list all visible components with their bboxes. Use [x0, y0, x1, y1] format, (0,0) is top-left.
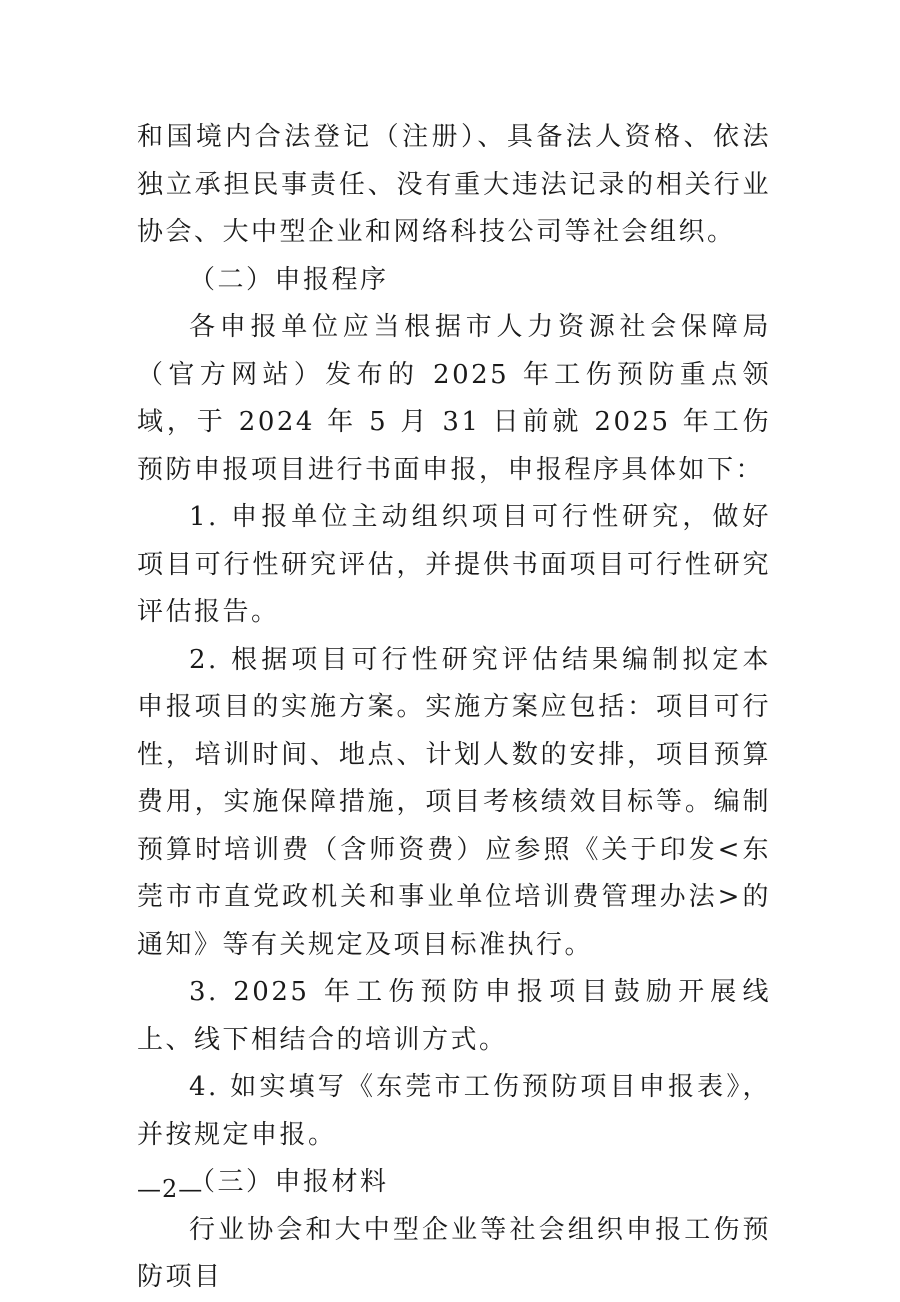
paragraph-materials-intro: 行业协会和大中型企业等社会组织申报工伤预防项目: [137, 1214, 771, 1292]
paragraph-application-deadline: 各申报单位应当根据市人力资源社会保障局（官方网站）发布的 2025 年工伤预防重点领域，于 2024 年 5 月 31 日前就 2025 年工伤预防申报项目进行书面申报，申报程序具体如下：: [137, 312, 771, 485]
section-heading-application-procedure: （二）申报程序: [189, 264, 389, 295]
list-item-implementation-plan: 2. 根据项目可行性研究评估结果编制拟定本申报项目的实施方案。实施方案应包括：项目可行性，培训时间、地点、计划人数的安排，项目预算费用，实施保障措施，项目考核绩效目标等。编制预算时培训费（含师资费）应参照《关于印发<东莞市市直党政机关和事业单位培训费管理办法>的通知》等有关规定及项目标准执行。: [137, 644, 771, 960]
paragraph-eligible-organizations: 和国境内合法登记（注册）、具备法人资格、依法独立承担民事责任、没有重大违法记录的相关行业协会、大中型企业和网络科技公司等社会组织。: [137, 122, 771, 247]
section-heading-application-materials: （三）申报材料: [189, 1167, 389, 1197]
page-number: —2—: [137, 1175, 204, 1203]
list-item-training-method: 3. 2025 年工伤预防申报项目鼓励开展线上、线下相结合的培训方式。: [137, 977, 771, 1055]
list-item-feasibility-study: 1. 申报单位主动组织项目可行性研究，做好项目可行性研究评估，并提供书面项目可行性研究评估报告。: [137, 502, 771, 627]
document-body: [137, 114, 771, 1302]
list-item-application-form: 4. 如实填写《东莞市工伤预防项目申报表》，并按规定申报。: [137, 1072, 771, 1150]
